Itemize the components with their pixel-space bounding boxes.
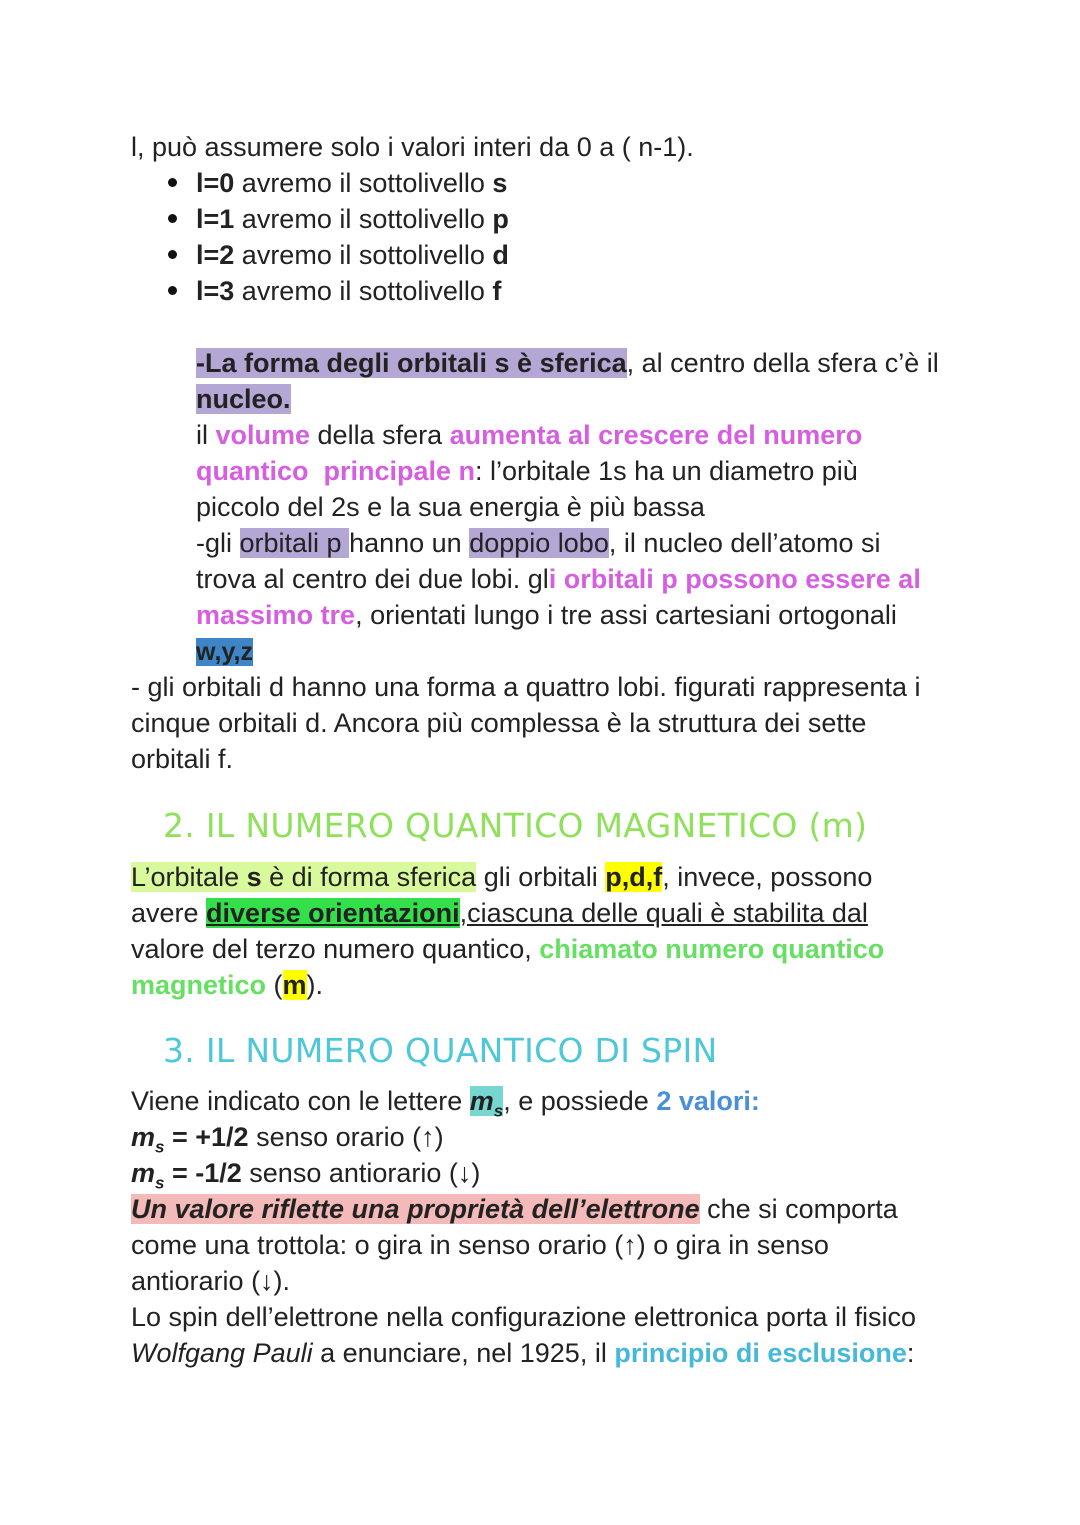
section2-line: valore del terzo numero quantico, chiamato numero quantico (131, 934, 885, 964)
list-item: l=0 avremo il sottolivello s (196, 168, 508, 198)
section3-line: Lo spin dell’elettrone nella configurazione elettronica porta il fisico (131, 1302, 916, 1332)
section2-line: L’orbitale s è di forma sferica gli orbitali p,d,f, invece, possono (131, 862, 873, 892)
bullet-dot (168, 250, 177, 259)
bullet-dot (168, 214, 177, 223)
orbitals-line: massimo tre, orientati lungo i tre assi cartesiani ortogonali (196, 600, 897, 630)
section2-line: magnetico (m). (131, 970, 324, 1000)
bullet-dot (168, 178, 177, 187)
orbitals-line: -gli orbitali p hanno un doppio lobo, il nucleo dell’atomo si (196, 528, 881, 558)
section2-line: avere diverse orientazioni,ciascuna delle quali è stabilita dal (131, 898, 868, 928)
section3-line: Wolfgang Pauli a enunciare, nel 1925, il principio di esclusione: (131, 1338, 915, 1368)
orbitals-line: nucleo. (196, 384, 291, 414)
section3-line: $m_s = +1/2$ senso orario (↑) (131, 1122, 444, 1157)
intro-line: l, può assumere solo i valori interi da 0 a ( n-1). (131, 132, 694, 162)
list-item: l=3 avremo il sottolivello f (196, 276, 502, 306)
orbitals-line: -La forma degli orbitali s è sferica, al centro della sfera c’è il (196, 348, 939, 378)
d-orbitals-line: orbitali f. (131, 744, 234, 774)
section-heading-magnetico: 2. IL NUMERO QUANTICO MAGNETICO (m) (163, 806, 868, 845)
section3-line: come una trottola: o gira in senso orario (↑) o gira in senso (131, 1230, 829, 1260)
orbitals-line: piccolo del 2s e la sua energia è più bassa (196, 492, 705, 522)
section3-line: antiorario (↓). (131, 1266, 291, 1296)
list-item: l=2 avremo il sottolivello d (196, 240, 509, 270)
section3-line: Un valore riflette una proprietà dell’elettrone che si comporta (131, 1194, 898, 1224)
orbitals-line: trova al centro dei due lobi. gli orbitali p possono essere al (196, 564, 921, 594)
d-orbitals-line: cinque orbitali d. Ancora più complessa è la struttura dei sette (131, 708, 867, 738)
section3-line: Viene indicato con le lettere $m_s$, e possiede 2 valori: (131, 1086, 760, 1121)
section3-line: $m_s = -1/2$ senso antiorario (↓) (131, 1158, 481, 1193)
orbitals-line: quantico principale n: l’orbitale 1s ha un diametro più (196, 456, 858, 486)
bullet-dot (168, 286, 177, 295)
orbitals-line: w,y,z (196, 638, 253, 666)
orbitals-line: il volume della sfera aumenta al crescere del numero (196, 420, 863, 450)
list-item: l=1 avremo il sottolivello p (196, 204, 509, 234)
d-orbitals-line: - gli orbitali d hanno una forma a quattro lobi. figurati rappresenta i (131, 672, 921, 702)
section-heading-spin: 3. IL NUMERO QUANTICO DI SPIN (163, 1031, 718, 1070)
